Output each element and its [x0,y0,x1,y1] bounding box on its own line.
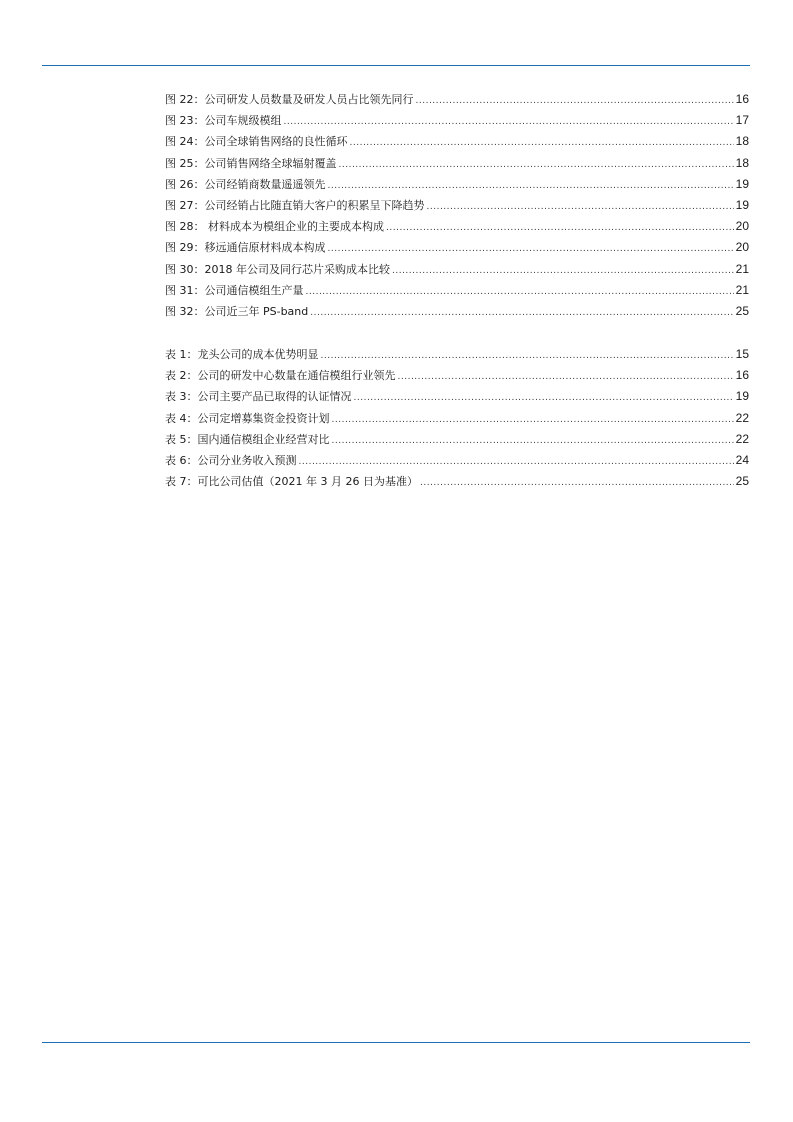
toc-entry-label: 图 26：公司经销商数量遥遥领先 [165,177,326,191]
toc-entry[interactable] [165,89,749,110]
toc-entry-label: 图 23：公司车规级模组 [165,114,282,128]
toc-entry[interactable] [165,471,749,492]
toc-entry-label: 图 30：2018 年公司及同行芯片采购成本比较 [165,262,390,276]
toc-entry-label: 图 31：公司通信模组生产量 [165,283,304,297]
toc-leader-dots [332,410,734,431]
footer-rule [42,1042,750,1043]
toc-entry-label: 图 24：公司全球销售网络的良性循环 [165,135,348,149]
toc-leader-dots [284,112,734,133]
toc-entry-page: 21 [735,261,749,276]
toc-leader-dots [328,176,734,197]
toc-entry-page: 21 [735,282,749,297]
toc-leader-dots [332,431,734,452]
toc-entry-label: 图 27：公司经销占比随直销大客户的积累呈下降趋势 [165,198,425,212]
toc-entry-label: 图 22：公司研发人员数量及研发人员占比领先同行 [165,93,414,106]
toc-entry-label: 表 1：龙头公司的成本优势明显 [165,348,319,361]
toc-leader-dots [354,388,734,409]
toc-entry-page: 18 [735,134,749,149]
toc-entry-page: 19 [735,176,749,191]
toc-entry-label: 图 29：移远通信原材料成本构成 [165,241,326,255]
toc-leader-dots [299,452,734,473]
toc-entry-label: 表 6：公司分业务收入预测 [165,453,297,467]
toc-leader-dots [306,282,734,303]
toc-entry-page: 24 [735,452,749,467]
toc-leader-dots [427,197,734,218]
toc-entry[interactable] [165,450,749,471]
toc-entry[interactable] [165,110,749,131]
toc-leader-dots [416,91,734,112]
toc-entry[interactable] [165,344,749,365]
toc-entry[interactable] [165,216,749,237]
toc-entry-page: 18 [735,155,749,170]
toc-entry[interactable] [165,429,749,450]
toc-leader-dots [386,218,734,239]
toc-entry-label: 表 3：公司主要产品已取得的认证情况 [165,390,352,404]
toc-entry-page: 22 [735,410,749,425]
toc-entry-page: 19 [735,197,749,212]
toc-entry[interactable] [165,386,749,407]
toc-leader-dots [420,473,734,494]
toc-entry-page: 15 [735,347,749,361]
toc-entry-page: 17 [735,113,749,128]
toc-entry[interactable] [165,174,749,195]
header-rule [42,65,750,66]
toc-leader-dots [339,155,734,176]
toc-entry-page: 19 [735,389,749,404]
toc-entry-label: 图 25：公司销售网络全球辐射覆盖 [165,156,337,170]
toc-entry-label: 表 5：国内通信模组企业经营对比 [165,432,330,446]
toc-entry[interactable] [165,153,749,174]
toc-entry[interactable] [165,259,749,280]
toc-leader-dots [328,239,734,260]
toc-entry-page: 16 [735,92,749,106]
toc-entry[interactable] [165,131,749,152]
toc-entry-page: 20 [735,219,749,234]
toc-entry-label: 表 4：公司定增募集资金投资计划 [165,411,330,425]
toc-leader-dots [350,133,734,154]
figure-list [165,89,749,322]
toc-entry-page: 22 [735,431,749,446]
toc-entry-page: 25 [735,474,749,489]
toc-entry[interactable] [165,280,749,301]
toc-entry-page: 16 [735,368,749,383]
toc-entry-label: 表 7：可比公司估值（2021 年 3 月 26 日为基准） [165,475,418,489]
toc-entry[interactable] [165,237,749,258]
toc-entry-page: 25 [735,303,749,318]
toc-leader-dots [321,346,734,367]
toc-entry-label: 图 28： 材料成本为模组企业的主要成本构成 [165,220,384,234]
toc-entry-label: 表 2：公司的研发中心数量在通信模组行业领先 [165,369,396,383]
table-list [165,344,749,492]
toc-entry[interactable] [165,408,749,429]
toc-entry[interactable] [165,301,749,322]
toc-leader-dots [398,367,734,388]
toc-entry[interactable] [165,195,749,216]
toc-entry-label: 图 32：公司近三年 PS-band [165,304,309,318]
toc-entry-page: 20 [735,240,749,255]
toc-leader-dots [310,303,733,324]
toc-entry[interactable] [165,365,749,386]
toc-leader-dots [392,261,734,282]
